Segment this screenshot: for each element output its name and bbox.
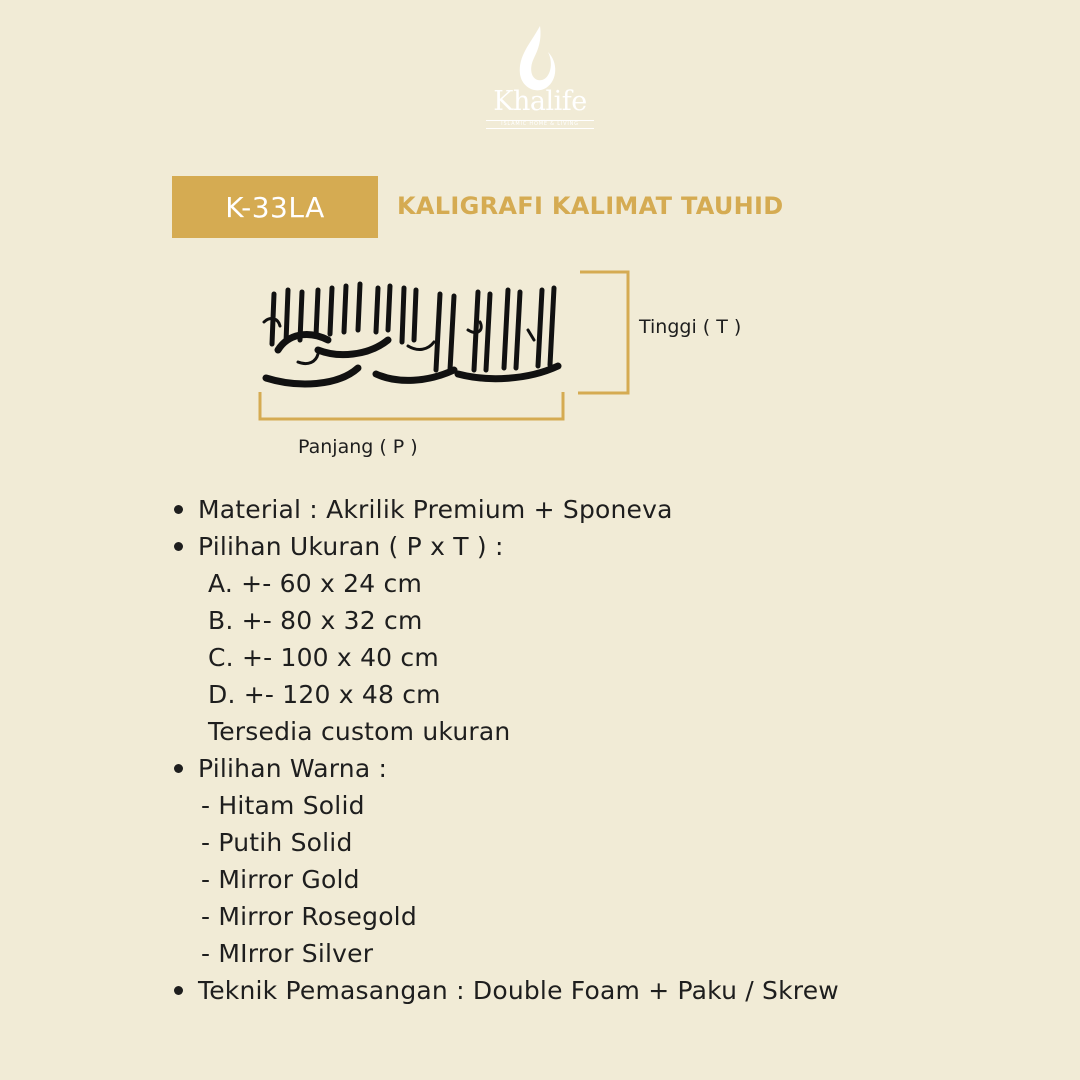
bullet-icon: [174, 764, 183, 773]
size-option: B. +- 80 x 32 cm: [208, 606, 423, 635]
size-option: D. +- 120 x 48 cm: [208, 680, 441, 709]
spec-size-heading: [172, 528, 1012, 565]
product-code-badge: K-33LA: [172, 176, 378, 238]
bullet-icon: [174, 986, 183, 995]
color-option: - Putih Solid: [201, 828, 353, 857]
spec-color-heading-text: Pilihan Warna :: [198, 754, 388, 783]
spec-install-text: Teknik Pemasangan : Double Foam + Paku / Skrew: [198, 976, 839, 1005]
length-label: Panjang ( P ): [298, 436, 418, 458]
bullet-icon: [174, 542, 183, 551]
spec-list: [172, 491, 1012, 1009]
size-option: C. +- 100 x 40 cm: [208, 643, 439, 672]
color-option: - Mirror Gold: [201, 865, 360, 894]
color-option: - MIrror Silver: [201, 939, 374, 968]
color-option: - Mirror Rosegold: [201, 902, 417, 931]
bullet-icon: [174, 505, 183, 514]
brand-name: Khalife: [493, 86, 587, 117]
spec-color-heading: [172, 750, 1012, 787]
dimension-brackets: [250, 262, 640, 432]
height-bracket: [578, 272, 628, 393]
spec-material: [172, 491, 1012, 528]
spec-material-text: Material : Akrilik Premium + Sponeva: [198, 495, 673, 524]
size-custom-note: Tersedia custom ukuran: [208, 717, 511, 746]
height-label: Tinggi ( T ): [639, 316, 742, 338]
length-bracket: [260, 392, 563, 419]
brand-tagline: ISLAMIC HOME & LIVING: [486, 120, 594, 129]
spec-install: [172, 972, 1012, 1009]
drop-flame-icon: [480, 22, 600, 94]
brand-logo: [480, 22, 600, 134]
size-option: A. +- 60 x 24 cm: [208, 569, 423, 598]
product-title: KALIGRAFI KALIMAT TAUHID: [397, 192, 784, 220]
color-option: - Hitam Solid: [201, 791, 365, 820]
spec-size-heading-text: Pilihan Ukuran ( P x T ) :: [198, 532, 504, 561]
